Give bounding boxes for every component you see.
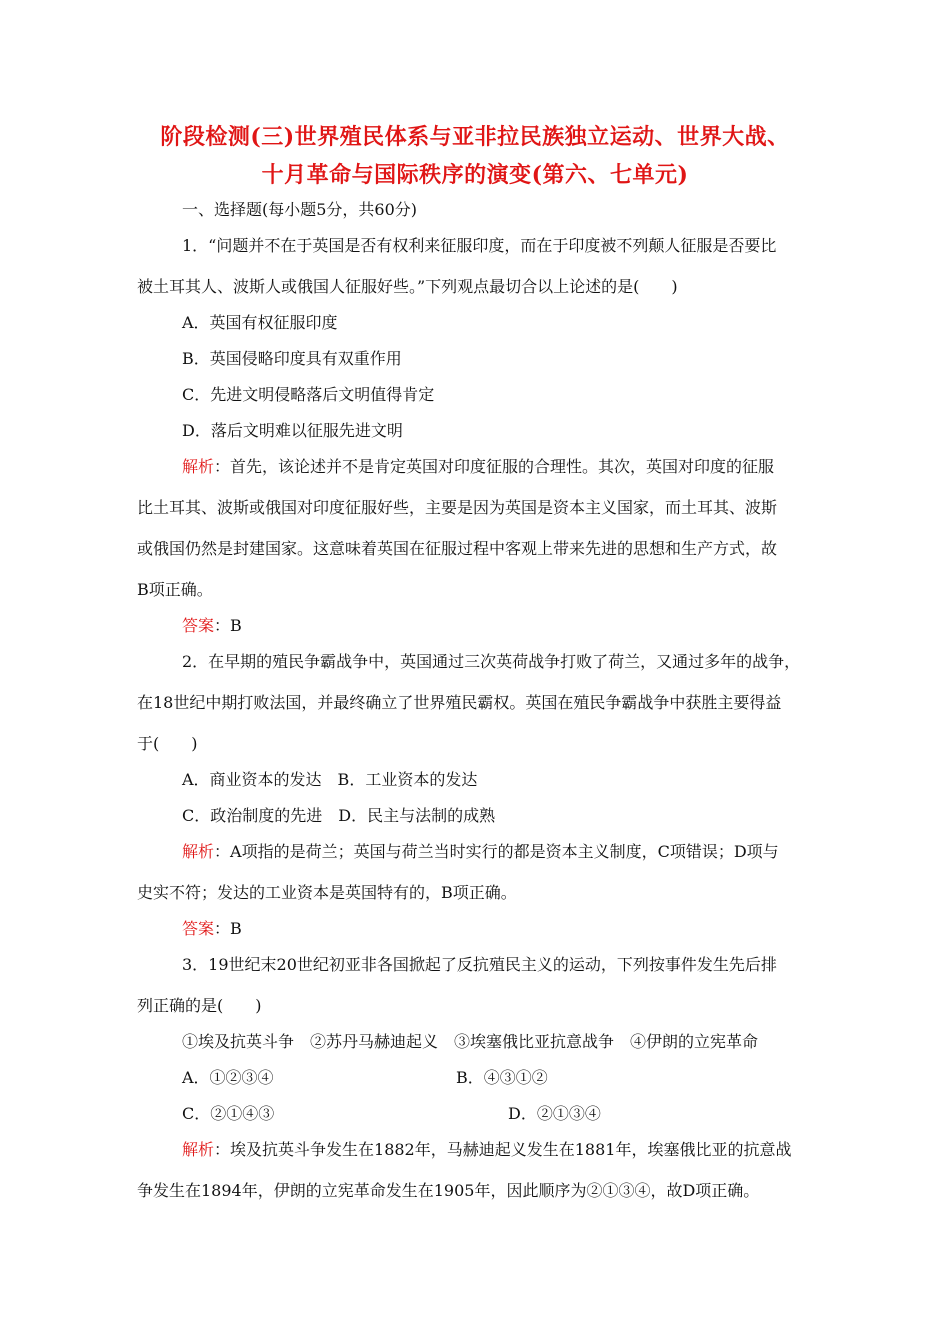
q2-analysis-label: 解析 (182, 842, 215, 861)
q3-option-d: D．②①③④ (508, 1104, 601, 1123)
q2-answer (182, 919, 242, 939)
q3-stem-line-1: 3．19世纪末20世纪初亚非各国掀起了反抗殖民主义的运动，下列按事件发生先后排 (182, 955, 777, 974)
q1-option-a: A．英国有权征服印度 (182, 313, 338, 332)
q3-analysis-line-1 (182, 1140, 791, 1160)
title-line-2: 十月革命与国际秩序的演变(第六、七单元) (261, 162, 689, 188)
q3-option-b: B．④③①② (456, 1068, 548, 1087)
q2-options-line-2: C．政治制度的先进 D．民主与法制的成熟 (182, 806, 496, 825)
q1-option-b: B．英国侵略印度具有双重作用 (182, 349, 402, 368)
q1-stem-line-2: 被土耳其人、波斯人或俄国人征服好些。”下列观点最切合以上论述的是( ) (137, 277, 678, 296)
q3-analysis-label: 解析 (182, 1140, 215, 1159)
q1-option-d: D．落后文明难以征服先进文明 (182, 421, 403, 440)
q1-answer-value: ：B (214, 616, 242, 635)
q2-options-line-1: A．商业资本的发达 B．工业资本的发达 (182, 770, 478, 789)
q1-analysis-line-1 (182, 457, 774, 477)
q3-option-c: C．②①④③ (182, 1104, 275, 1123)
q1-option-c: C．先进文明侵略落后文明值得肯定 (182, 385, 435, 404)
q2-analysis-text-1: ：A项指的是荷兰；英国与荷兰当时实行的都是资本主义制度，C项错误；D项与 (214, 842, 779, 861)
q3-events: ①埃及抗英斗争 ②苏丹马赫迪起义 ③埃塞俄比亚抗意战争 ④伊朗的立宪革命 (182, 1032, 759, 1051)
q2-analysis-line-1 (182, 842, 779, 862)
q3-stem-line-2: 列正确的是( ) (137, 996, 262, 1015)
q1-answer (182, 616, 242, 636)
q2-analysis-line-2: 史实不符；发达的工业资本是英国特有的，B项正确。 (137, 883, 517, 902)
q2-stem-line-1: 2．在早期的殖民争霸战争中，英国通过三次英荷战争打败了荷兰，又通过多年的战争， (182, 652, 801, 671)
q3-analysis-text-1: ：埃及抗英斗争发生在1882年，马赫迪起义发生在1881年，埃塞俄比亚的抗意战 (214, 1140, 792, 1159)
q1-analysis-line-2: 比土耳其、波斯或俄国对印度征服好些，主要是因为英国是资本主义国家，而土耳其、波斯 (137, 498, 778, 517)
section-heading: 一、选择题(每小题5分，共60分) (182, 200, 418, 219)
q3-analysis-line-2: 争发生在1894年，伊朗的立宪革命发生在1905年，因此顺序为②①③④，故D项正确。 (137, 1181, 760, 1200)
q3-option-a: A．①②③④ (182, 1068, 274, 1087)
q2-answer-value: ：B (214, 919, 242, 938)
q2-stem-line-3: 于( ) (137, 734, 198, 753)
q1-analysis-text-1: ：首先，该论述并不是肯定英国对印度征服的合理性。其次，英国对印度的征服 (214, 457, 775, 476)
q1-analysis-line-3: 或俄国仍然是封建国家。这意味着英国在征服过程中客观上带来先进的思想和生产方式，故 (137, 539, 778, 558)
q1-analysis-label: 解析 (182, 457, 215, 476)
q1-analysis-line-4: B项正确。 (137, 580, 213, 599)
q2-answer-label: 答案 (182, 919, 215, 938)
title-line-1: 阶段检测(三)世界殖民体系与亚非拉民族独立运动、世界大战、 (160, 124, 790, 150)
q1-stem-line-1: 1．“问题并不在于英国是否有权利来征服印度，而在于印度被不列颠人征服是否要比 (182, 236, 777, 255)
q2-stem-line-2: 在18世纪中期打败法国，并最终确立了世界殖民霸权。英国在殖民争霸战争中获胜主要得益 (137, 693, 782, 712)
q1-answer-label: 答案 (182, 616, 215, 635)
